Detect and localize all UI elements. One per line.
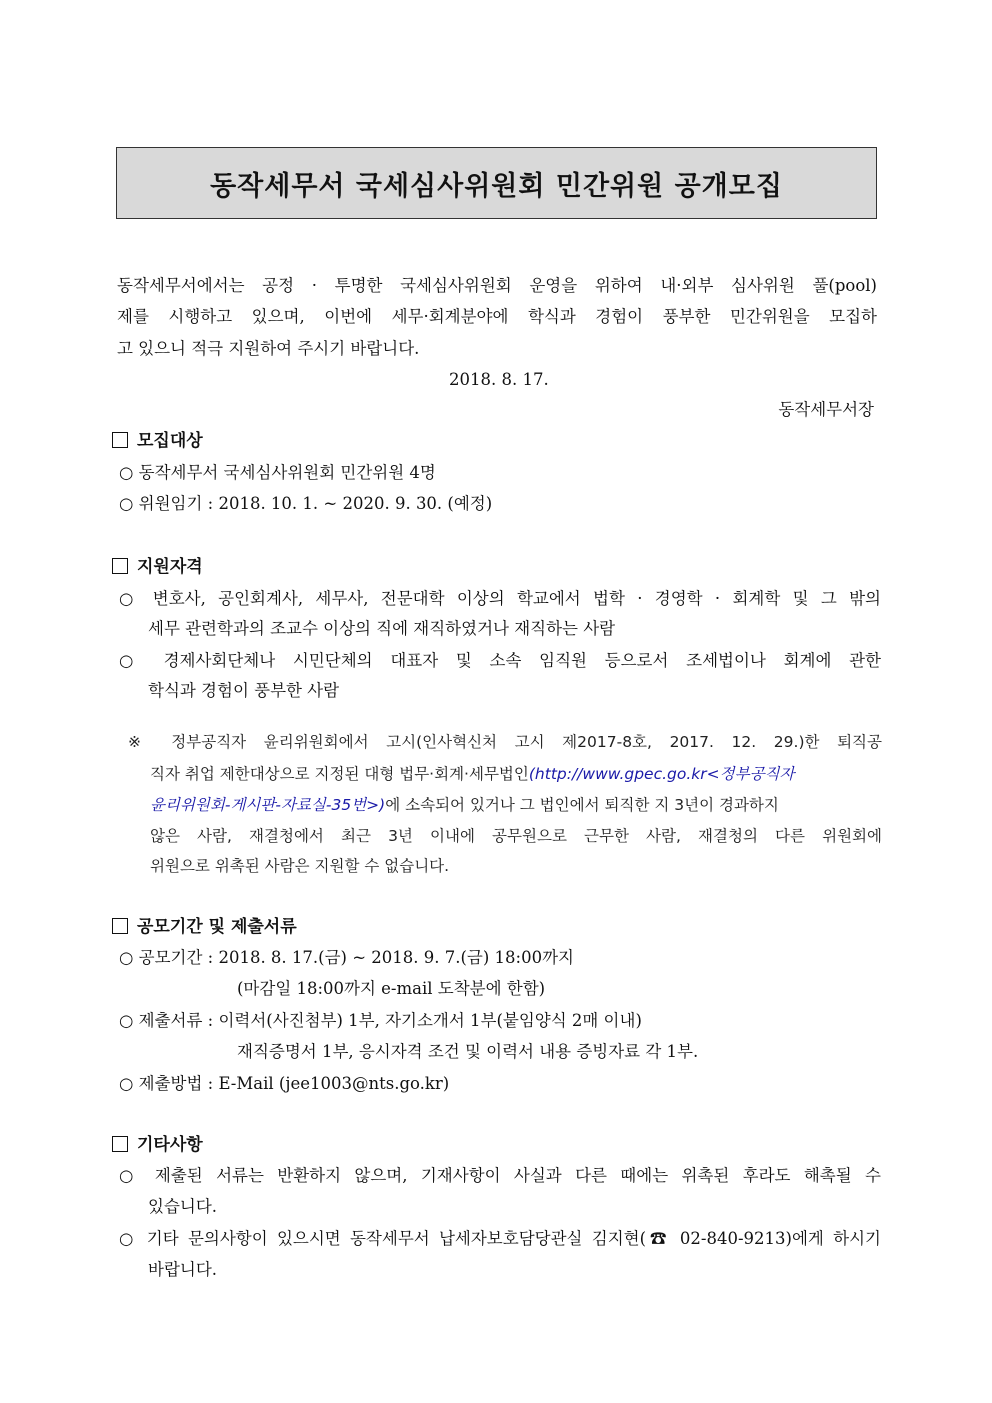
list-item: ○ 변호사, 공인회계사, 세무사, 전문대학 이상의 학교에서 법학 · 경영학 · 회계학 및 그 밖의 — [119, 589, 881, 608]
checkbox-icon — [112, 1136, 128, 1152]
list-item-cont: 바랍니다. — [148, 1260, 218, 1279]
signer: 동작세무서장 — [778, 400, 874, 419]
list-item: ○ 제출방법 : E-Mail (jee1003@nts.go.kr) — [119, 1074, 450, 1093]
page-title: 동작세무서 국세심사위원회 민간위원 공개모집 — [210, 170, 783, 202]
gpec-link-cont[interactable]: 윤리위원회-게시판-자료실-35번>) — [150, 796, 386, 814]
note-line: 않은 사람, 재결청에서 최근 3년 이내에 공무원으로 근무한 사람, 재결청의 다른 위원회에 — [150, 827, 882, 845]
list-item-cont: (마감일 18:00까지 e-mail 도착분에 한함) — [237, 979, 546, 998]
checkbox-icon — [112, 558, 128, 574]
intro-line: 제를 시행하고 있으며, 이번에 세무·회계분야에 학식과 경험이 풍부한 민간위원을 모집하 — [117, 307, 877, 326]
list-item: ○ 공모기간 : 2018. 8. 17.(금) ~ 2018. 9. 7.(금) 18:00까지 — [119, 948, 574, 967]
note-line: 윤리위원회-게시판-자료실-35번>)에 소속되어 있거나 그 법인에서 퇴직한 지 3년이 경과하지 — [150, 796, 779, 814]
section-heading: 기타사항 — [112, 1135, 203, 1155]
section-heading: 공모기간 및 제출서류 — [112, 917, 297, 937]
list-item-cont: 재직증명서 1부, 응시자격 조건 및 이력서 내용 증빙자료 각 1부. — [237, 1042, 699, 1061]
list-item-cont: 세무 관련학과의 조교수 이상의 직에 재직하였거나 재직하는 사람 — [148, 619, 616, 638]
section-heading: 지원자격 — [112, 557, 203, 577]
list-item: ○ 동작세무서 국세심사위원회 민간위원 4명 — [119, 463, 436, 482]
list-item: ○ 제출된 서류는 반환하지 않으며, 기재사항이 사실과 다른 때에는 위촉된 후라도 해촉될 수 — [119, 1166, 881, 1185]
notice-date: 2018. 8. 17. — [449, 370, 549, 389]
note-line: 직자 취업 제한대상으로 지정된 대형 법무·회계·세무법인(http://www.gpec.go.kr<정부공직자 — [150, 765, 795, 783]
title-box — [116, 147, 877, 219]
checkbox-icon — [112, 432, 128, 448]
gpec-link[interactable]: (http://www.gpec.go.kr<정부공직자 — [528, 765, 795, 783]
list-item-cont: 있습니다. — [148, 1197, 218, 1216]
note-line: ※ 정부공직자 윤리위원회에서 고시(인사혁신처 고시 제2017-8호, 2017. 12. 29.)한 퇴직공 — [128, 733, 882, 751]
checkbox-icon — [112, 918, 128, 934]
list-item: ○ 경제사회단체나 시민단체의 대표자 및 소속 임직원 등으로서 조세법이나 회계에 관한 — [119, 651, 881, 670]
list-item: ○ 위원임기 : 2018. 10. 1. ~ 2020. 9. 30. (예정) — [119, 494, 493, 513]
list-item: ○ 제출서류 : 이력서(사진첨부) 1부, 자기소개서 1부(붙임양식 2매 이내) — [119, 1011, 642, 1030]
intro-line: 고 있으니 적극 지원하여 주시기 바랍니다. — [117, 339, 420, 358]
list-item: ○ 기타 문의사항이 있으시면 동작세무서 납세자보호담당관실 김지현(☎ 02-840-9213)에게 하시기 — [119, 1229, 881, 1248]
intro-line: 동작세무서에서는 공정 · 투명한 국세심사위원회 운영을 위하여 내·외부 심사위원 풀(pool) — [117, 276, 877, 295]
section-heading: 모집대상 — [112, 431, 203, 451]
list-item-cont: 학식과 경험이 풍부한 사람 — [148, 681, 340, 700]
note-line: 위원으로 위촉된 사람은 지원할 수 없습니다. — [150, 857, 450, 875]
